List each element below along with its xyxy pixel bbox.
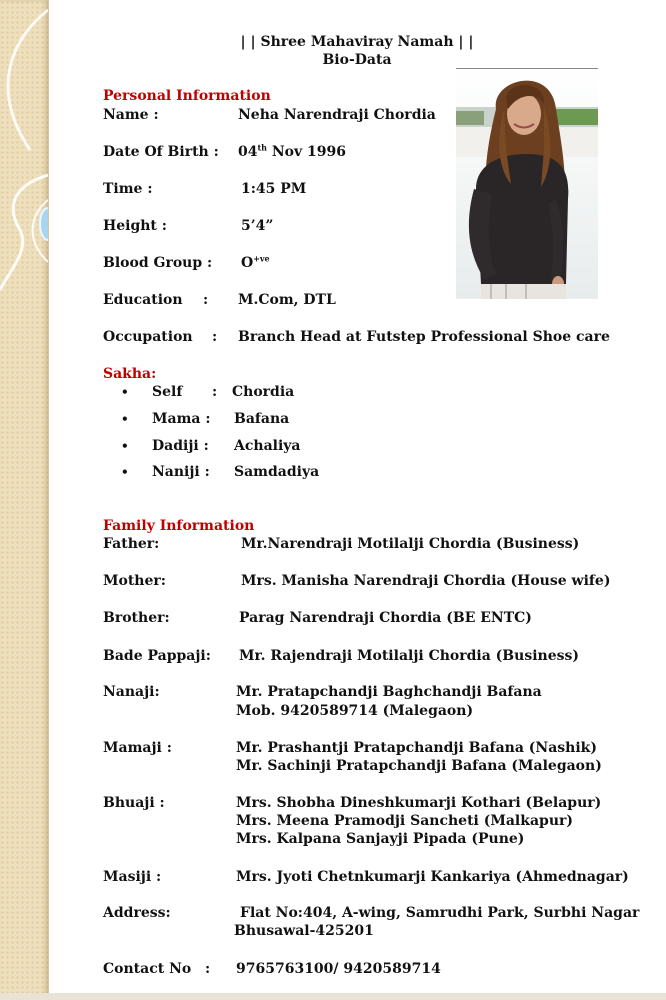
- address-label: Address:: [103, 905, 171, 921]
- header-subtitle: Bio-Data: [322, 52, 392, 68]
- bhuaji-line-2: Mrs. Meena Pramodji Sancheti (Malkapur): [236, 813, 573, 829]
- brother-value: Parag Narendraji Chordia (BE ENTC): [239, 610, 532, 626]
- height-label: Height :: [103, 218, 167, 234]
- decorative-border: [0, 0, 48, 1000]
- bhuaji-line-1: Mrs. Shobha Dineshkumarji Kothari (Belapur): [236, 795, 602, 811]
- father-value: Mr.Narendraji Motilalji Chordia (Business): [241, 536, 580, 552]
- nanaji-line-1: Mr. Pratapchandji Baghchandji Bafana: [236, 684, 542, 700]
- masiji-value: Mrs. Jyoti Chetnkumarji Kankariya (Ahmednagar): [236, 869, 629, 885]
- bade-pappaji-value: Mr. Rajendraji Motilalji Chordia (Business): [239, 648, 579, 664]
- page-edge: [48, 0, 49, 1000]
- height-value: 5’4”: [241, 218, 274, 234]
- occupation-colon: :: [212, 329, 218, 345]
- mother-value: Mrs. Manisha Narendraji Chordia (House wife): [241, 573, 611, 589]
- occupation-value: Branch Head at Futstep Professional Shoe care: [238, 329, 610, 345]
- education-value: M.Com, DTL: [238, 292, 336, 308]
- sakha-mama-value: Bafana: [234, 411, 290, 427]
- sakha-heading: Sakha:: [103, 366, 157, 382]
- dob-value: 04th Nov 1996: [238, 142, 346, 160]
- person-photo-icon: [456, 69, 598, 299]
- family-info-heading: Family Information: [103, 518, 255, 534]
- bhuaji-label: Bhuaji :: [103, 795, 165, 811]
- contact-value: 9765763100/ 9420589714: [236, 961, 441, 977]
- header-title: | | Shree Mahaviray Namah | |: [240, 34, 474, 50]
- bullet-icon: •: [121, 465, 129, 479]
- sakha-dadiji-value: Achaliya: [234, 438, 301, 454]
- bullet-icon: •: [121, 412, 129, 426]
- mother-label: Mother:: [103, 573, 166, 589]
- bullet-icon: •: [121, 439, 129, 453]
- personal-info-heading: Personal Information: [103, 88, 271, 104]
- sakha-mama-label: Mama :: [152, 411, 211, 427]
- profile-photo: [456, 68, 598, 299]
- sakha-naniji-label: Naniji :: [152, 464, 210, 480]
- sakha-dadiji-label: Dadiji :: [152, 438, 209, 454]
- masiji-label: Masiji :: [103, 869, 162, 885]
- name-label: Name :: [103, 107, 159, 123]
- address-line-2: Bhusawal-425201: [234, 923, 374, 939]
- sakha-self-colon: :: [212, 384, 218, 400]
- education-colon: :: [203, 292, 209, 308]
- mamaji-line-1: Mr. Prashantji Pratapchandji Bafana (Nashik): [236, 740, 597, 756]
- blood-group-label: Blood Group :: [103, 255, 213, 271]
- father-label: Father:: [103, 536, 160, 552]
- bhuaji-line-3: Mrs. Kalpana Sanjayji Pipada (Pune): [236, 831, 525, 847]
- brother-label: Brother:: [103, 610, 170, 626]
- mamaji-line-2: Mr. Sachinji Pratapchandji Bafana (Malegaon): [236, 758, 602, 774]
- sakha-self-value: Chordia: [232, 384, 295, 400]
- address-line-1: Flat No:404, A-wing, Samrudhi Park, Surbhi Nagar: [240, 905, 640, 921]
- mamaji-label: Mamaji :: [103, 740, 172, 756]
- swirl-ornament-icon: [0, 0, 48, 1000]
- time-value: 1:45 PM: [241, 181, 307, 197]
- occupation-label: Occupation: [103, 329, 193, 345]
- dob-label: Date Of Birth :: [103, 144, 219, 160]
- contact-label: Contact No: [103, 961, 192, 977]
- sakha-self-label: Self: [152, 384, 183, 400]
- nanaji-line-2: Mob. 9420589714 (Malegaon): [236, 703, 474, 719]
- time-label: Time :: [103, 181, 153, 197]
- blood-group-value: $O^{+ve}$: [241, 253, 270, 271]
- bullet-icon: •: [121, 385, 129, 399]
- bade-pappaji-label: Bade Pappaji:: [103, 648, 211, 664]
- contact-colon: :: [205, 961, 211, 977]
- nanaji-label: Nanaji:: [103, 684, 160, 700]
- page-bottom-edge: [0, 993, 666, 1000]
- education-label: Education: [103, 292, 183, 308]
- sakha-naniji-value: Samdadiya: [234, 464, 320, 480]
- name-value: Neha Narendraji Chordia: [238, 107, 436, 123]
